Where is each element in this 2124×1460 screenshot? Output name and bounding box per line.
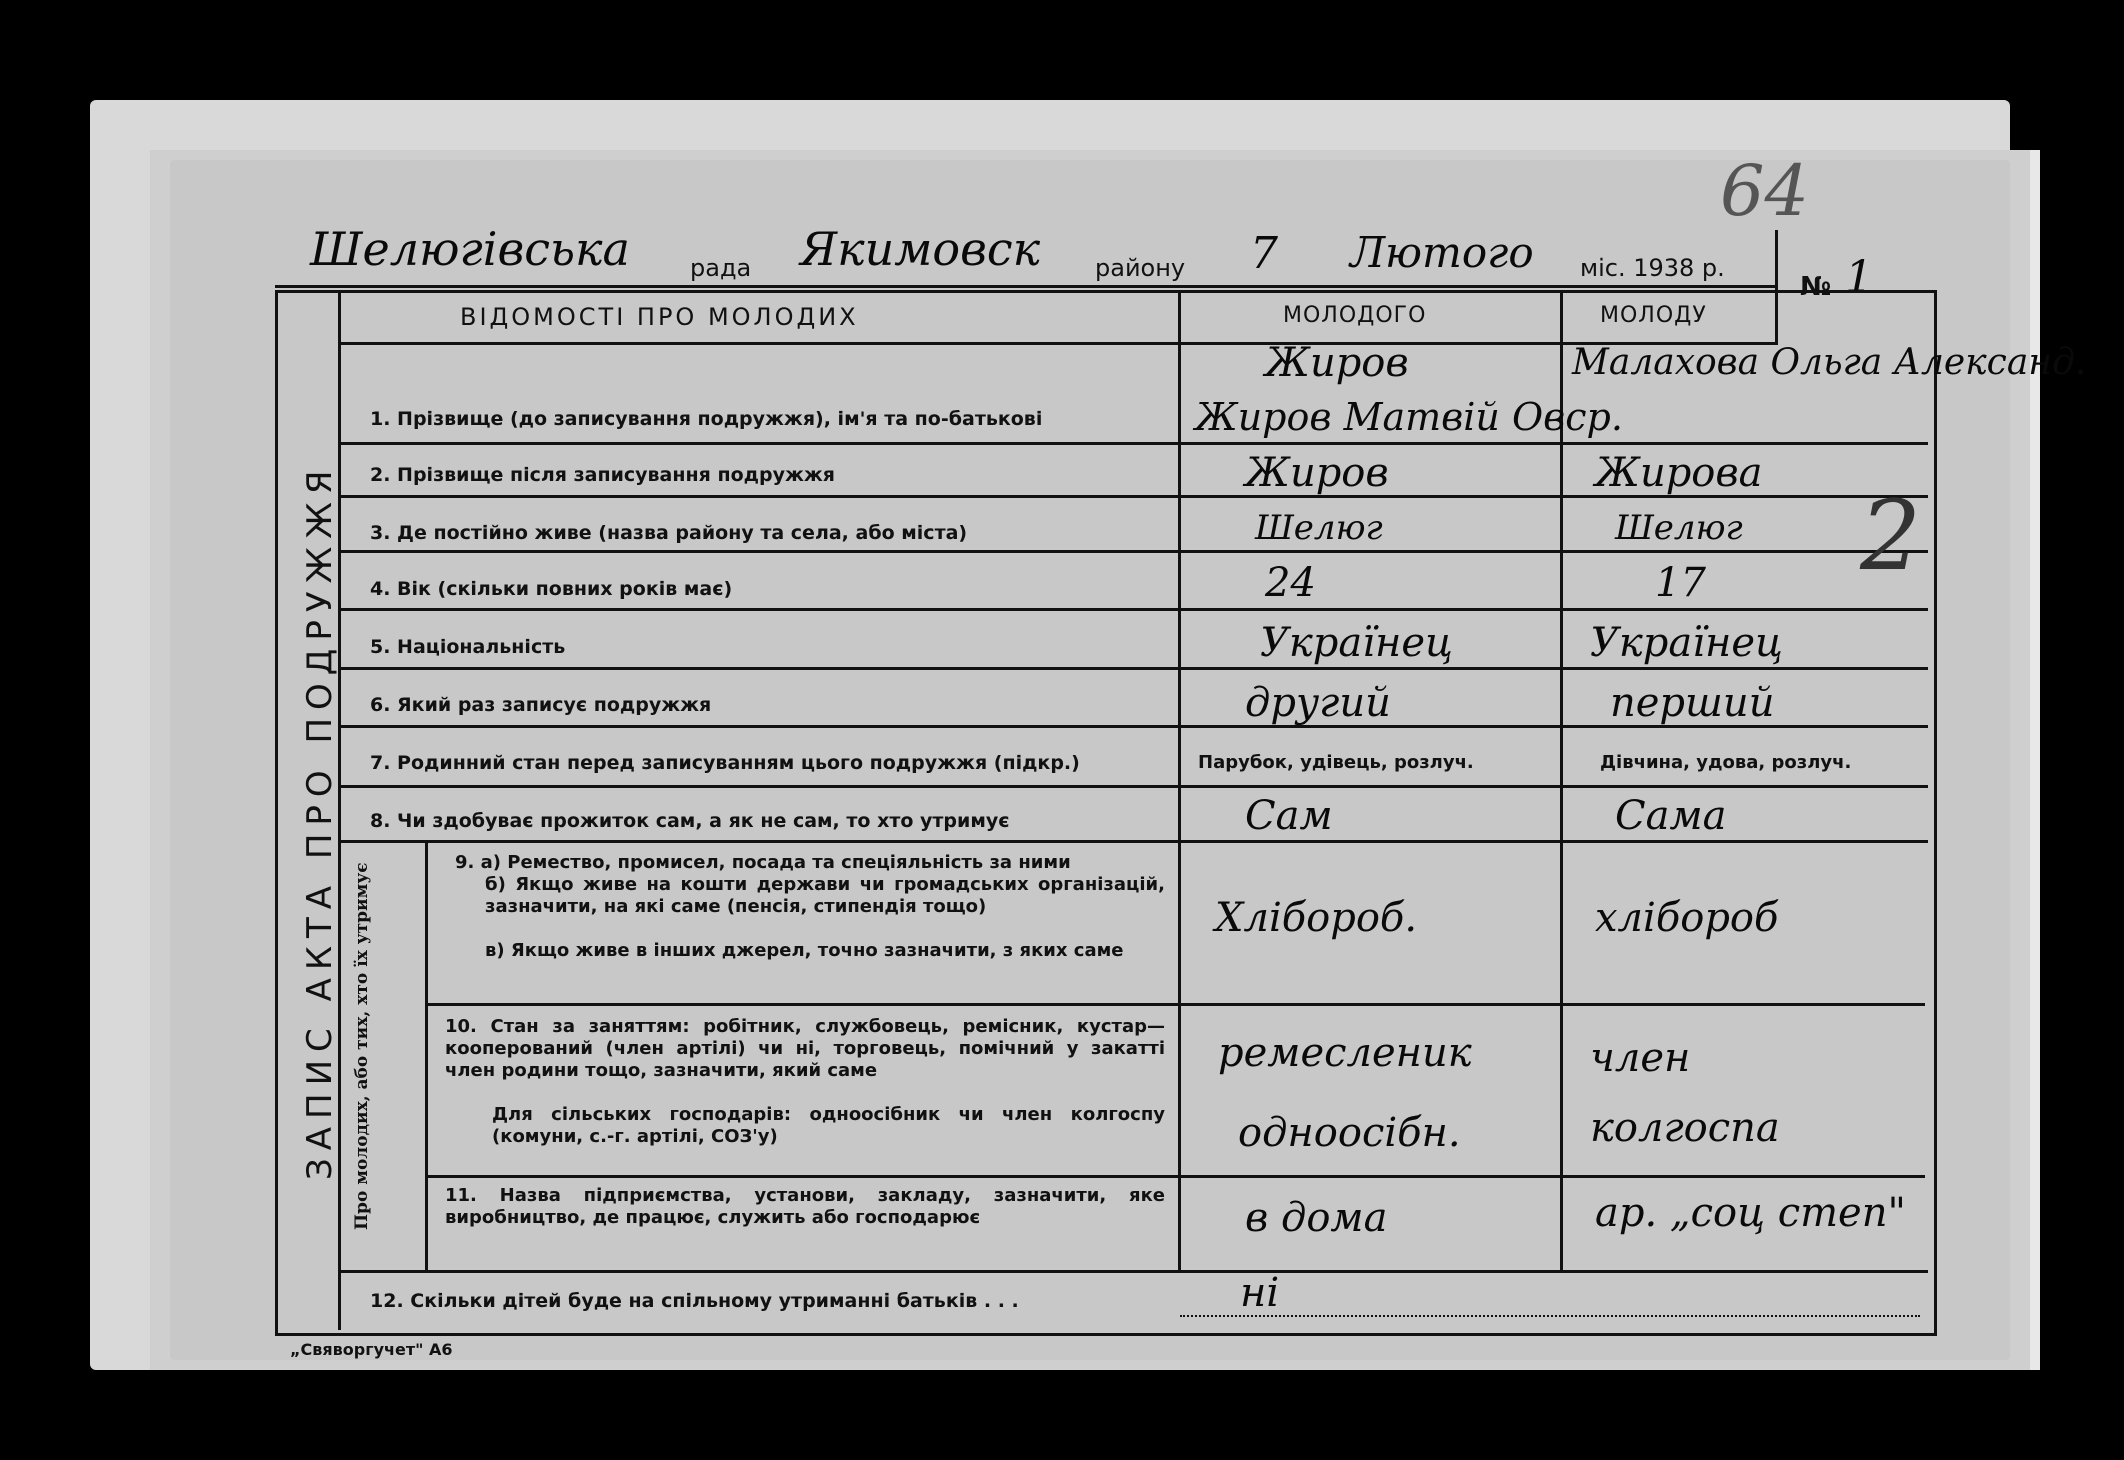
row-4-label: 4. Вік (скільки повних років має) [370, 578, 733, 600]
row-10-bride-2: колгоспа [1590, 1105, 1780, 1151]
row-1-label: 1. Прізвище (до записування подружжя), ім'я та по-батькові [370, 408, 1043, 430]
row-3-label: 3. Де постійно живе (назва району та села, або міста) [370, 522, 968, 544]
header-underline [275, 285, 1775, 288]
row-9-c: в) Якщо живе в інших джерел, точно зазначити, з яких саме [485, 940, 1124, 961]
row-line-10 [425, 1175, 1925, 1178]
row-1-bride: Малахова Ольга Александ. [1572, 342, 2087, 383]
row-line-11 [338, 1270, 1928, 1273]
corner-number: 64 [1720, 150, 1810, 232]
row-11-text: 11. Назва підприємства, установи, закладу, зазначити, яке виробництво, де працює, служить або господарює [445, 1185, 1165, 1228]
row-12-dotted-line [1180, 1315, 1920, 1317]
row-10-bride-1: член [1590, 1035, 1691, 1081]
number-label: № [1800, 272, 1832, 302]
bride-column-header: МОЛОДУ [1600, 303, 1707, 328]
row-3-groom: Шелюг [1255, 508, 1383, 548]
row-12-value: ні [1240, 1270, 1280, 1316]
row-8-groom: Сам [1245, 793, 1333, 839]
groom-column-line [1178, 290, 1181, 1270]
row-7-groom-options: Парубок, удівець, розлуч. [1198, 752, 1474, 773]
row-6-label: 6. Який раз записує подружжя [370, 694, 712, 716]
row-8-bride: Сама [1615, 793, 1727, 839]
row-9-a: 9. а) Ремество, промисел, посада та спеціяльність за ними [455, 852, 1071, 873]
council-label: рада [690, 254, 752, 282]
row-4-bride: 17 [1655, 560, 1706, 606]
council-value: Шелюгівська [310, 222, 630, 276]
side-title: ЗАПИС АКТА ПРО ПОДРУЖЖЯ [300, 462, 340, 1180]
subject-column-line [425, 840, 428, 1270]
row-line-8 [338, 840, 1928, 843]
row-2-groom: Жиров [1245, 450, 1389, 496]
row-1-groom-surname: Жиров [1265, 340, 1409, 386]
number-value: 1 [1845, 252, 1873, 303]
info-column-header: ВІДОМОСТІ ПРО МОЛОДИХ [460, 303, 859, 331]
margin-mark: 2 [1860, 480, 1922, 592]
row-5-groom: Українец [1260, 620, 1453, 666]
row-5-bride: Українец [1590, 620, 1783, 666]
row-line-2 [338, 495, 1928, 498]
row-line-9 [425, 1003, 1925, 1006]
row-line-3 [338, 550, 1928, 553]
row-line-6 [338, 725, 1928, 728]
row-9-b: б) Якщо живе на кошти держави чи громадських організацій, зазначити, на які саме (пенсія, стипендія тощо) [485, 874, 1165, 917]
row-11-groom: в дома [1245, 1195, 1388, 1241]
row-2-bride: Жирова [1595, 450, 1763, 496]
row-6-bride: перший [1610, 680, 1775, 726]
row-7-label: 7. Родинний стан перед записуванням цього подружжя (підкр.) [370, 752, 1080, 774]
row-12-text: 12. Скільки дітей буде на спільному утриманні батьків . . . [370, 1290, 1019, 1312]
row-8-label: 8. Чи здобуває прожиток сам, а як не сам, то хто утримує [370, 810, 1010, 832]
row-4-groom: 24 [1265, 560, 1316, 606]
row-11-bride: ар. „соц степ" [1595, 1190, 1906, 1236]
row-9-bride: хлібороб [1595, 895, 1779, 941]
row-10-groom-1: ремесленик [1218, 1030, 1472, 1076]
row-2-label: 2. Прізвище після записування подружжя [370, 464, 835, 486]
row-line-1 [338, 442, 1928, 445]
row-3-bride: Шелюг [1615, 508, 1743, 548]
district-value: Якимовск [800, 222, 1041, 276]
header-row-line [338, 342, 1778, 345]
row-10-text: 10. Стан за заняттям: робітник, службовець, ремісник, кустар—кооперований (член артілі) чи ні, торговець, помічний у закатті член родини тощо, зазначити, який саме [445, 1016, 1165, 1081]
row-line-7 [338, 785, 1928, 788]
row-5-label: 5. Національність [370, 636, 566, 658]
row-line-4 [338, 608, 1928, 611]
groom-column-header: МОЛОДОГО [1283, 303, 1427, 328]
district-label: району [1095, 254, 1186, 282]
date-month: Лютого [1350, 228, 1534, 277]
row-7-bride-options: Дівчина, удова, розлуч. [1600, 752, 1852, 773]
row-line-5 [338, 667, 1928, 670]
number-box-line [1775, 230, 1778, 342]
row-10-groom-2: одноосібн. [1238, 1110, 1461, 1156]
row-6-groom: другий [1245, 680, 1391, 726]
row-10-text-2: Для сільських господарів: одноосібник чи член колгоспу (комуни, с.-г. артілі, СОЗ'у) [492, 1104, 1165, 1147]
side-subtitle: Про молодих, або тих, хто їх утримує [352, 862, 372, 1230]
row-9-groom: Хлібороб. [1215, 895, 1418, 941]
date-day: 7 [1250, 228, 1278, 279]
printer-mark: „Свяворгучет" А6 [290, 1340, 453, 1359]
date-label: міс. 1938 р. [1580, 254, 1725, 282]
row-1-groom: Жиров Матвій Овср. [1195, 395, 1623, 439]
